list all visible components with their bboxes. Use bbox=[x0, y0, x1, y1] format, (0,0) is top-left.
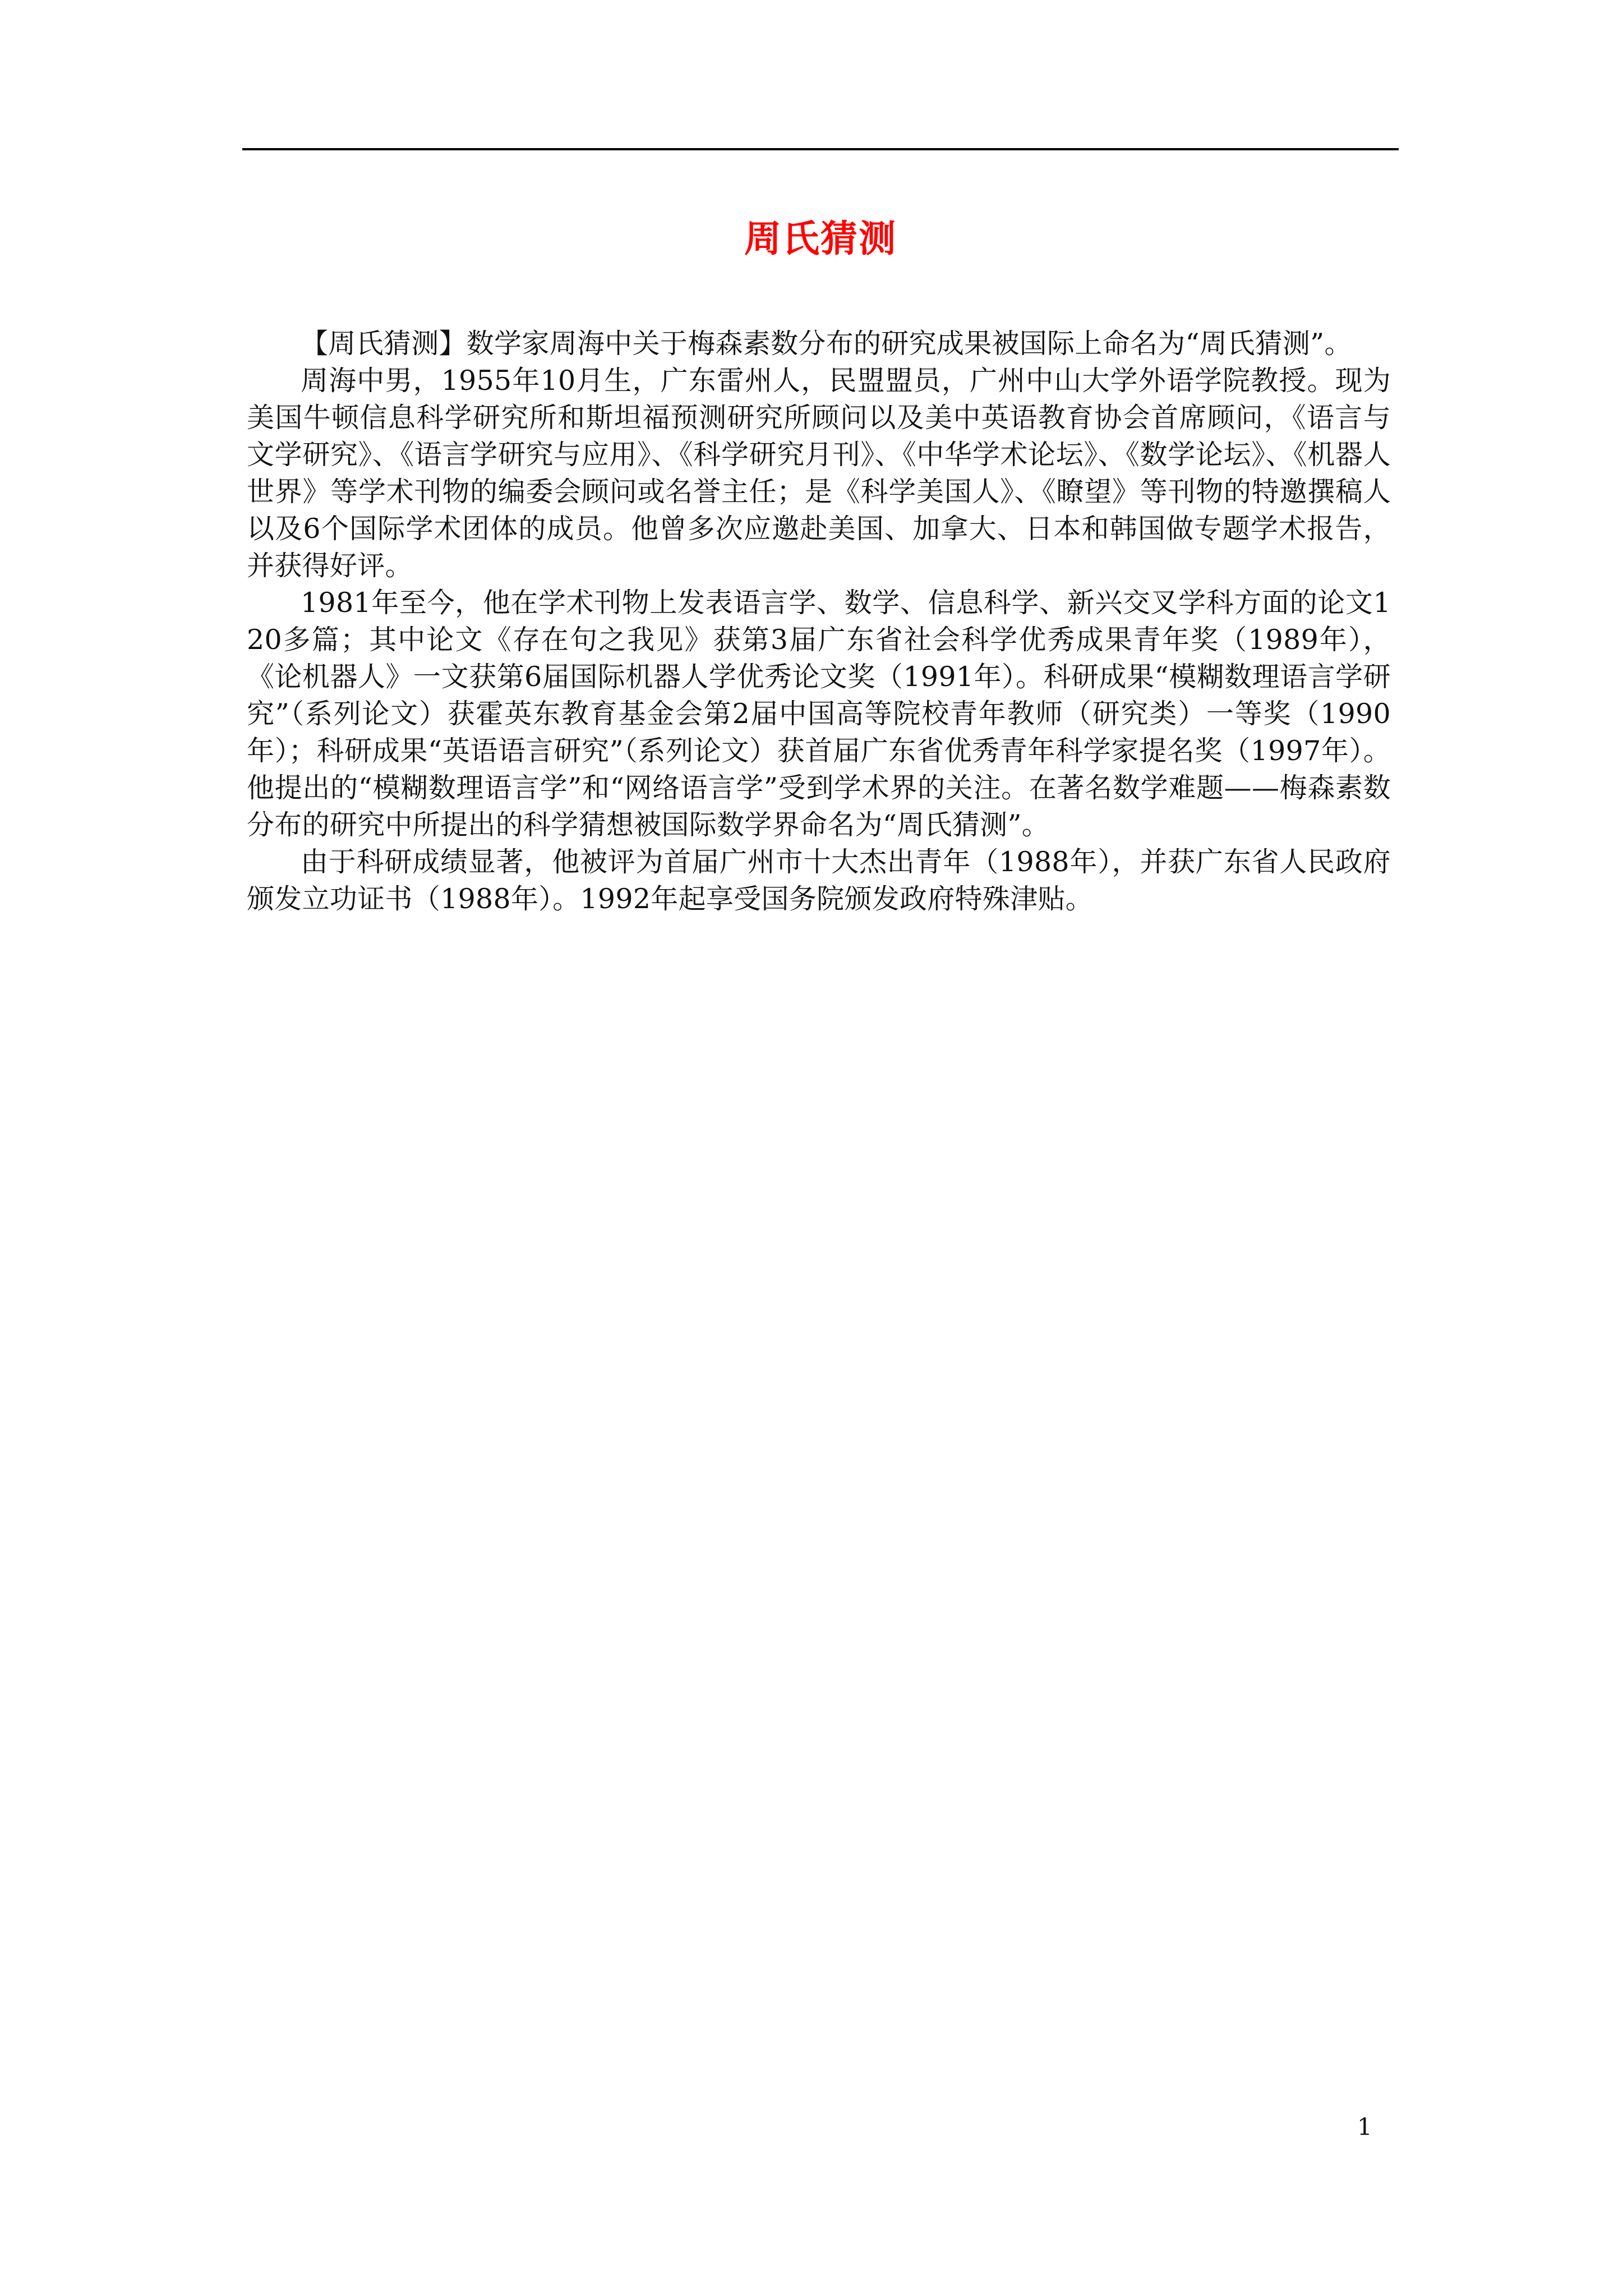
document-body bbox=[247, 325, 1391, 918]
paragraph-research: 1981年至今，他在学术刊物上发表语言学、数学、信息科学、新兴交叉学科方面的论文120多篇；其中论文《存在句之我见》获第3届广东省社会科学优秀成果青年奖（1989年），《论机器人》一文获第6届国际机器人学优秀论文奖（1991年）。科研成果“模糊数理语言学研究”（系列论文）获霍英东教育基金会第2届中国高等院校青年教师（研究类）一等奖（1990年）；科研成果“英语语言研究”（系列论文）获首届广东省优秀青年科学家提名奖（1997年）。他提出的“模糊数理语言学”和“网络语言学”受到学术界的关注。在著名数学难题——梅森素数分布的研究中所提出的科学猜想被国际数学界命名为“周氏猜测”。 bbox=[247, 587, 1391, 841]
paragraph-intro: 【周氏猜测】数学家周海中关于梅森素数分布的研究成果被国际上命名为“周氏猜测”。 bbox=[301, 328, 1352, 360]
document-title: 周氏猜测 bbox=[744, 217, 897, 260]
paragraph-biography: 周海中男，1955年10月生，广东雷州人，民盟盟员，广州中山大学外语学院教授。现为美国牛顿信息科学研究所和斯坦福预测研究所顾问以及美中英语教育协会首席顾问，《语言与文学研究》、《语言学研究与应用》、《科学研究月刊》、《中华学术论坛》、《数学论坛》、《机器人世界》等学术刊物的编委会顾问或名誉主任；是《科学美国人》、《瞭望》等刊物的特邀撰稿人以及6个国际学术团体的成员。他曾多次应邀赴美国、加拿大、日本和韩国做专题学术报告，并获得好评。 bbox=[247, 365, 1391, 582]
header-rule bbox=[242, 148, 1399, 150]
page-number: 1 bbox=[1357, 2113, 1372, 2141]
paragraph-honors: 由于科研成绩显著，他被评为首届广州市十大杰出青年（1988年），并获广东省人民政府颁发立功证书（1988年）。1992年起享受国务院颁发政府特殊津贴。 bbox=[247, 846, 1391, 915]
